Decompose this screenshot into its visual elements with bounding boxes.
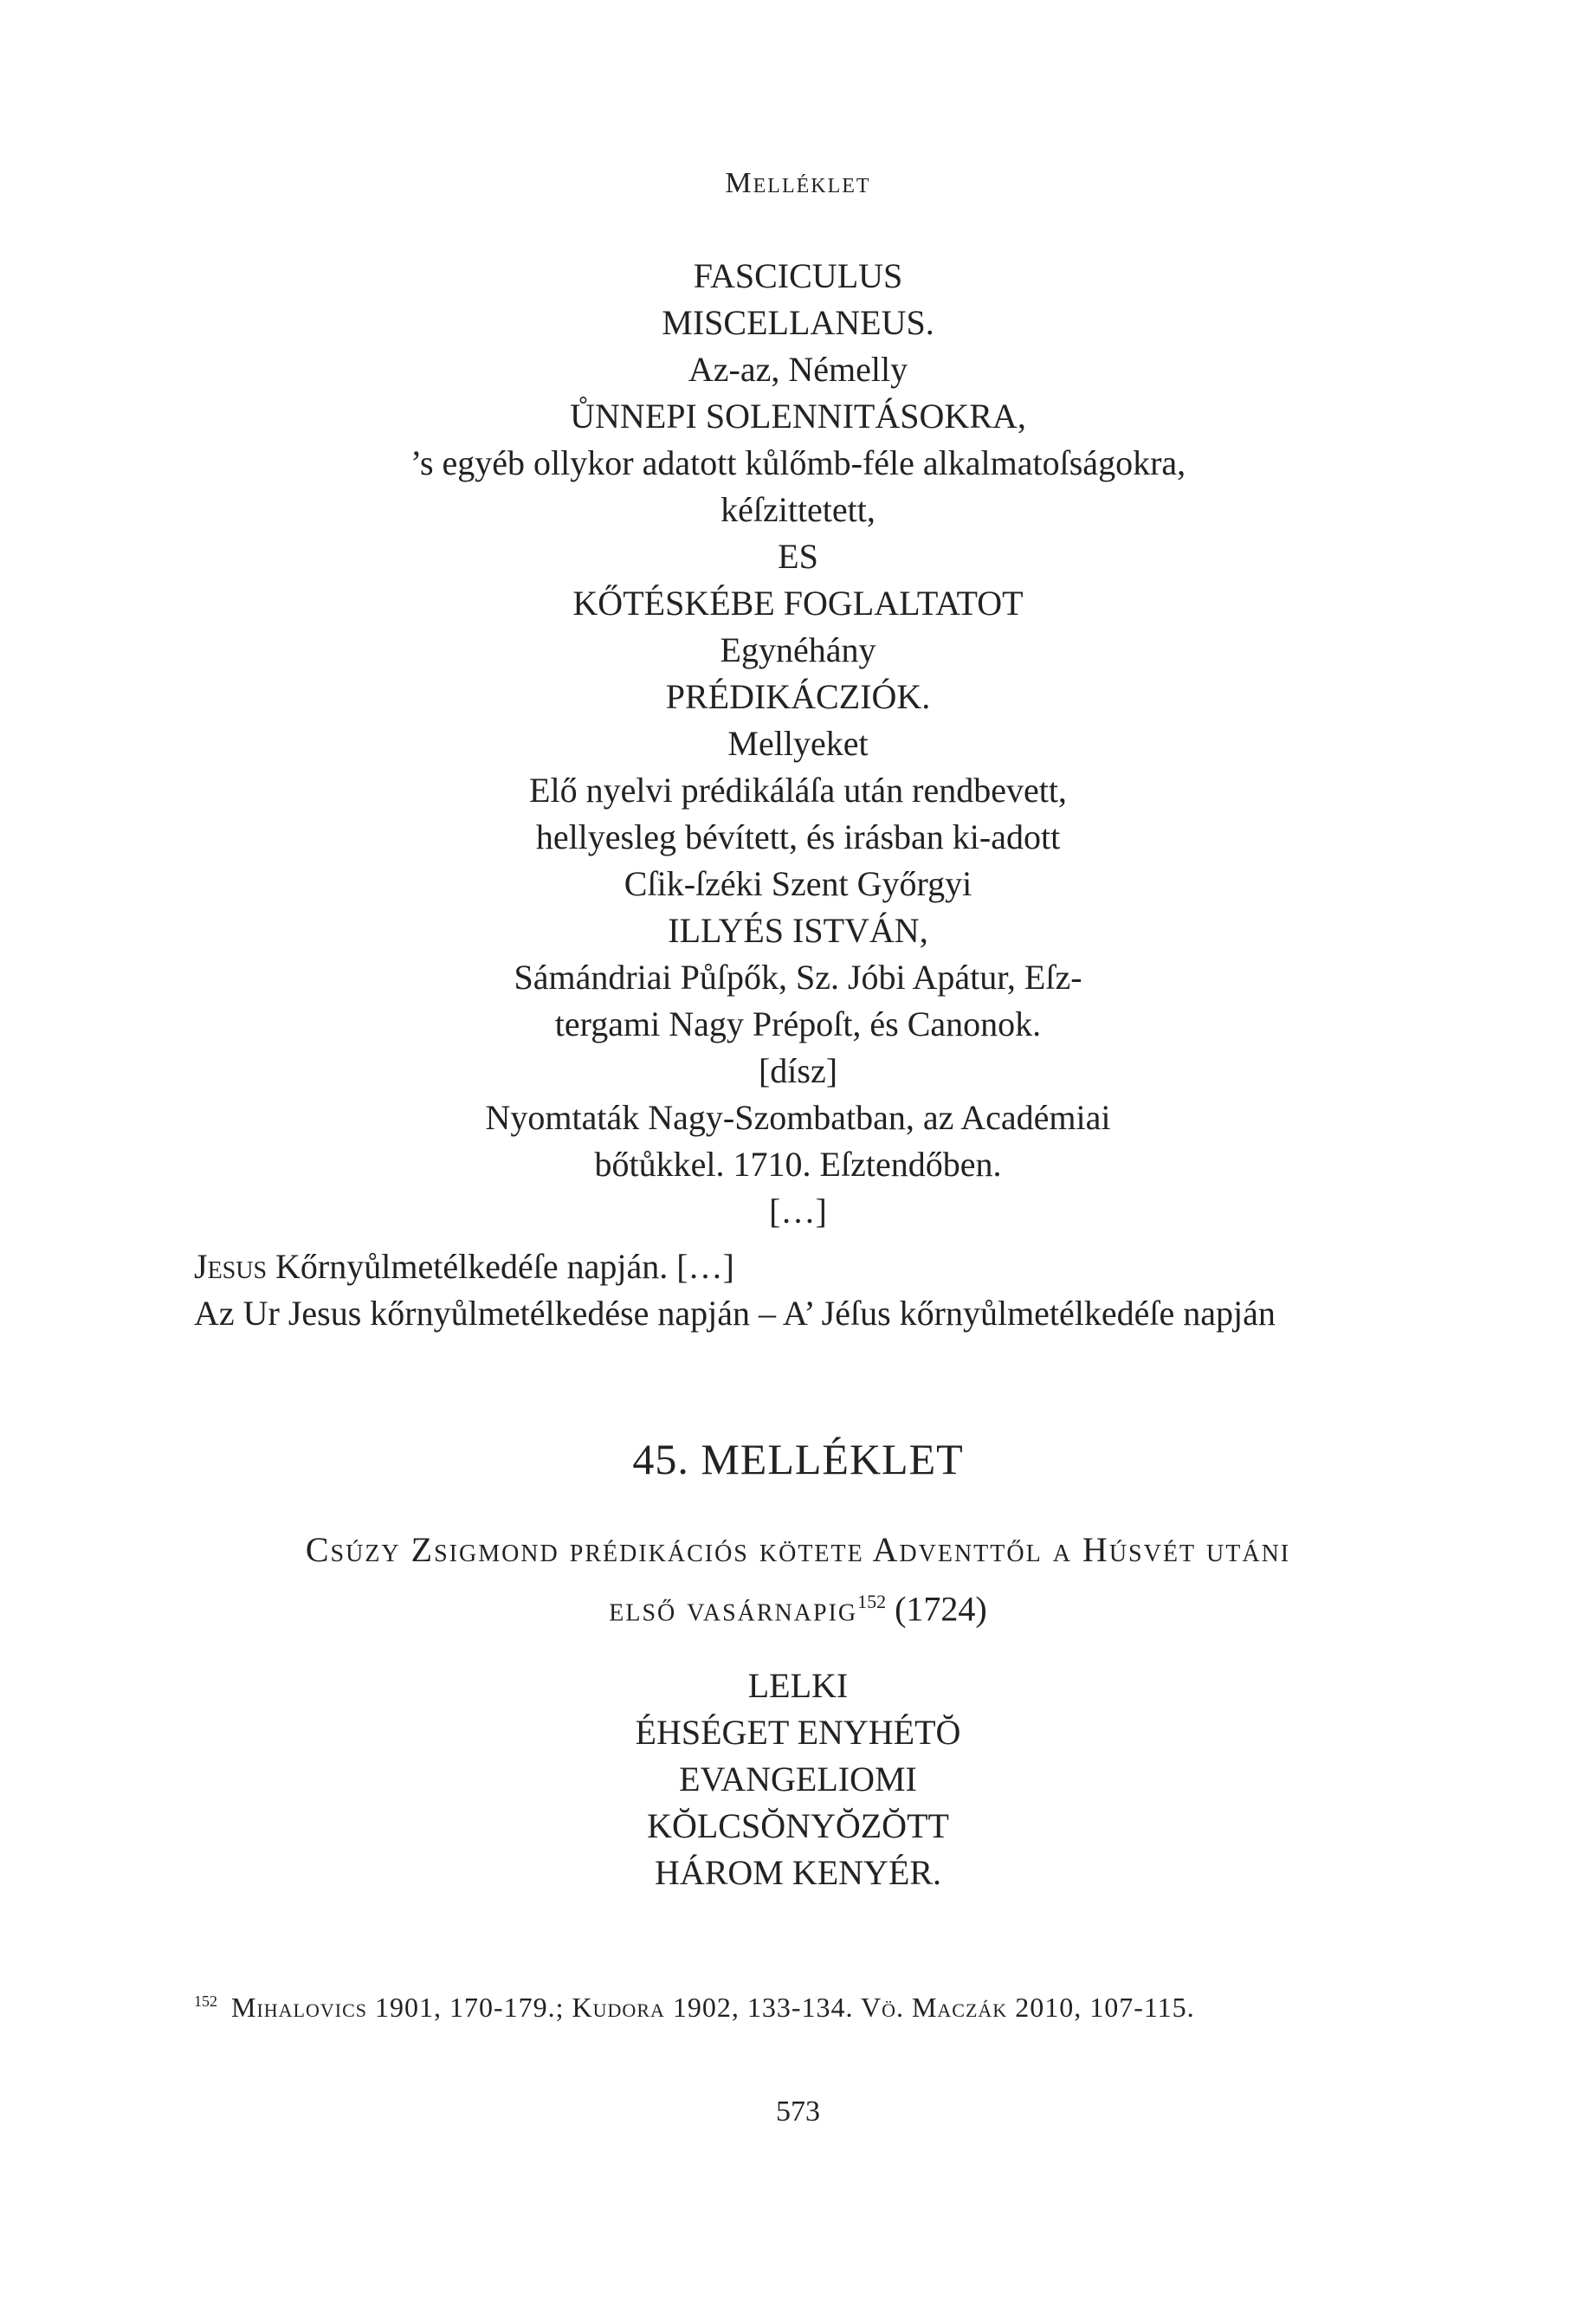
subtitle-year: (1724) [886,1589,987,1629]
title-line: KŐTÉSKÉBE FOGLALTATOT [572,584,1024,623]
running-head: Melléklet [725,167,871,199]
jesus-smallcaps: Jesus [194,1247,268,1286]
title-line: […] [769,1192,827,1230]
title-line: tergami Nagy Prépoſt, és Canonok. [554,1004,1042,1043]
title-line: Cſik-ſzéki Szent Győrgyi [624,864,972,903]
footnote [194,1992,1195,2024]
title-line: Sámándriai Půſpők, Sz. Jóbi Apátur, Eſz- [514,958,1082,997]
second-title-line: KŎLCSŎNYŎZŎTT [647,1806,949,1845]
section-subtitle [0,1524,1596,1635]
title-line: kéſzittetett, [720,490,876,529]
title-line: ILLYÉS ISTVÁN, [668,911,928,950]
footnote-number: 152 [194,1992,217,2011]
footnote-reference[interactable]: 152 [857,1591,887,1612]
title-line: FASCICULUS [693,256,903,295]
sermon-title-line-2: Az Ur Jesus kőrnyůlmetélkedése napján – A’ Jéſus kőrnyůlmetélkedéſe napján [194,1294,1276,1333]
title-line: Az-az, Némelly [688,350,908,389]
title-line: Nyomtaták Nagy-Szombatban, az Académiai [485,1098,1111,1137]
second-title-line: LELKI [747,1666,849,1705]
second-title-line: ÉHSÉGET ENYHÉTŎ [635,1713,961,1752]
second-title-line: EVANGELIOMI [679,1760,917,1799]
title-line: ŮNNEPI SOLENNITÁSOKRA, [570,397,1026,436]
title-line: Mellyeket [727,724,869,763]
second-title-line: HÁROM KENYÉR. [654,1853,942,1892]
section-subtitle-line-2: első vasárnapig$^{152}$ (1724) [609,1589,987,1629]
sermon-title-line-1-rest: Kőrnyůlmetélkedéſe napján. […] [267,1247,734,1286]
title-line: PRÉDIKÁCZIÓK. [665,677,931,716]
title-page-transcription [0,253,1596,1235]
sermon-title-lines [194,1243,1276,1337]
section-subtitle-line-1: Csúzy Zsigmond prédikációs kötete Adventtől a Húsvét utáni [305,1530,1291,1569]
title-line: Elő nyelvi prédikáláſa után rendbevett, [529,771,1067,810]
page-number: 573 [776,2096,820,2128]
title-line: ’s egyéb ollykor adatott kůlőmb-féle alkalmatoſságokra, [410,443,1186,482]
title-line: bőtůkkel. 1710. Eſztendőben. [594,1145,1002,1184]
title-line: MISCELLANEUS. [662,303,934,342]
sermon-title-line-1 [194,1243,1276,1290]
second-title-page [0,1663,1596,1896]
title-line: hellyesleg bévített, és irásban ki-adott [535,817,1061,856]
title-line: ES [778,537,818,576]
footnote-text: Mihalovics 1901, 170-179.; Kudora 1902, 133-134. Vö. Maczák 2010, 107-115. [231,1992,1195,2023]
section-heading: 45. MELLÉKLET [632,1435,964,1483]
title-line: [dísz] [758,1051,838,1090]
title-line: Egynéhány [720,630,876,669]
